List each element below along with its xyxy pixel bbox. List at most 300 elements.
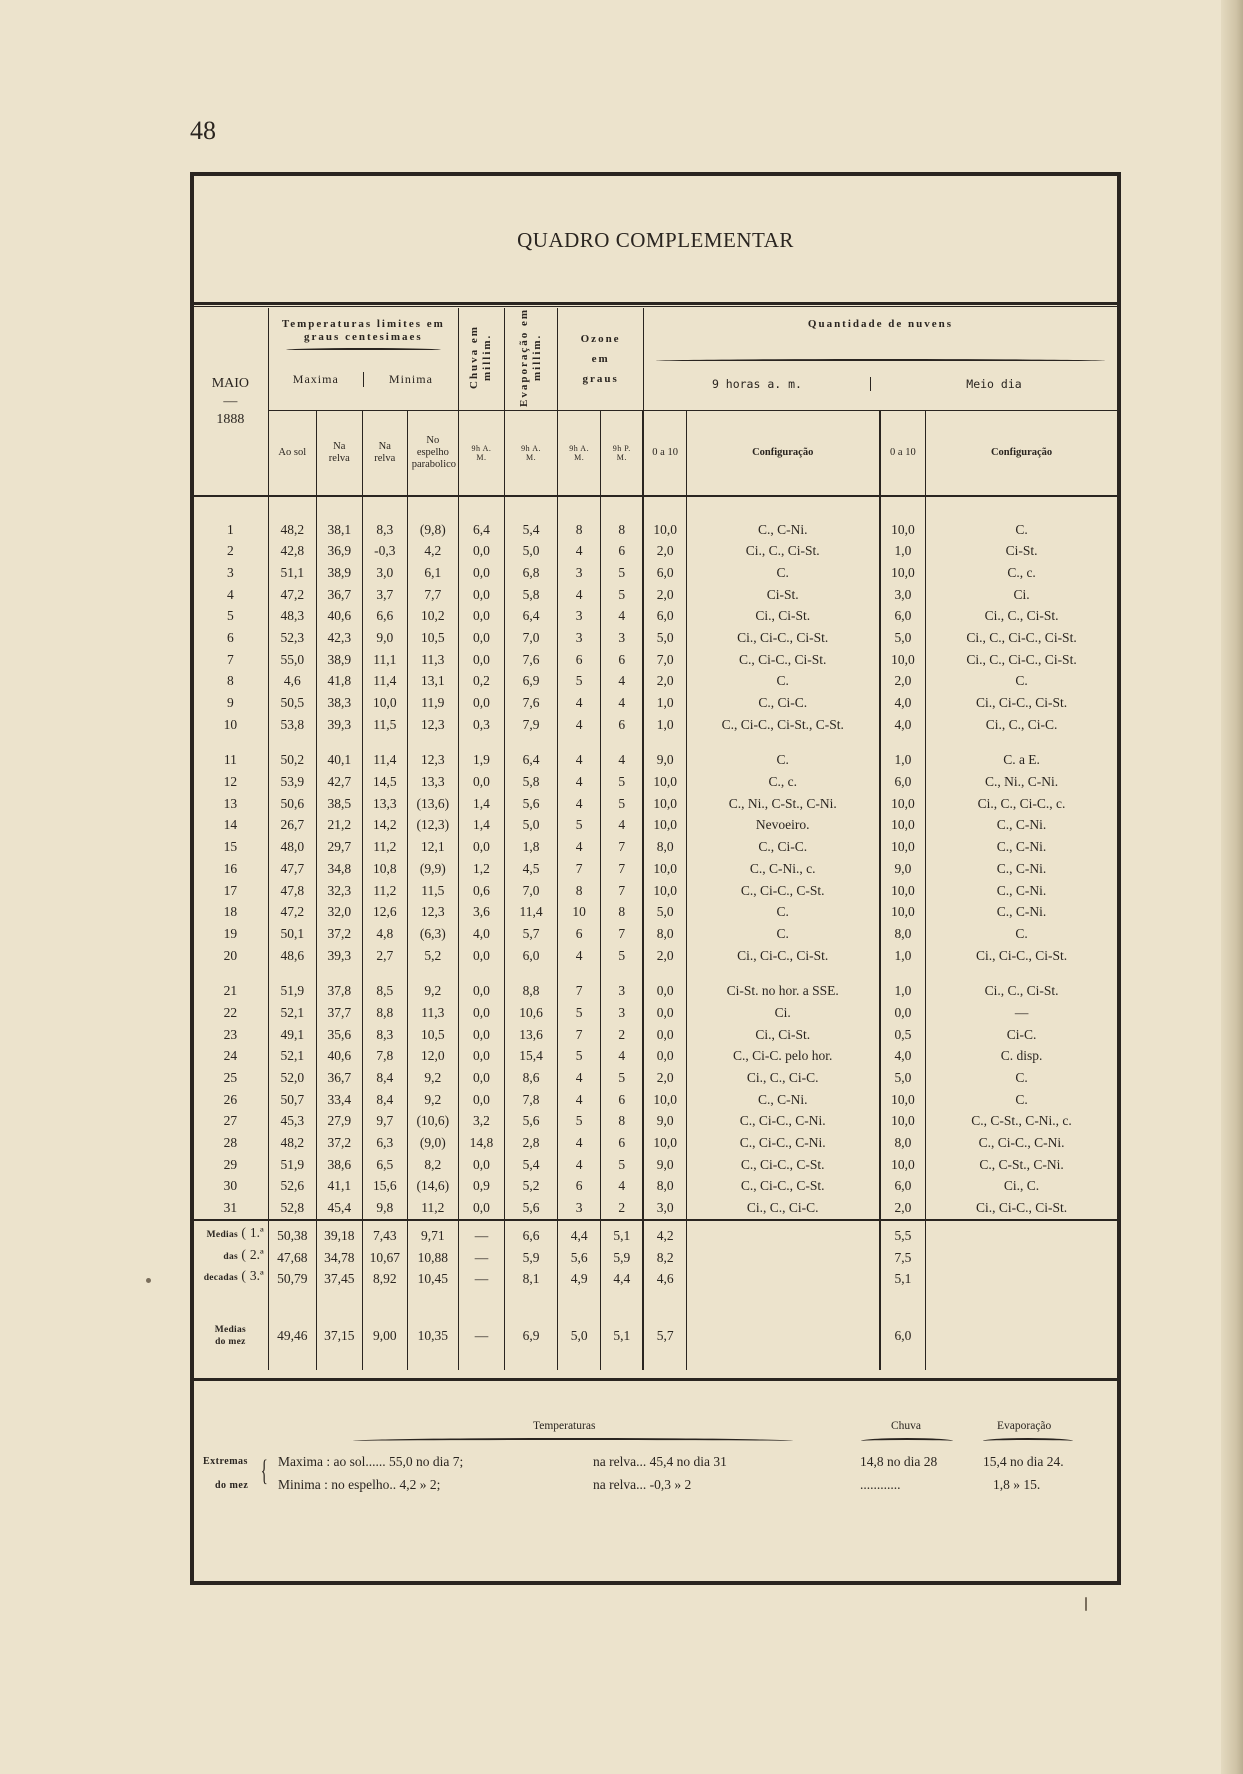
table-cell: 1,8 [504,836,557,858]
table-cell: 10,8 [362,858,407,880]
table-cell: 10,0 [643,793,686,815]
table-cell: 11,2 [407,1197,458,1220]
table-cell: 1,0 [880,540,926,562]
table-cell: 4,2 [407,540,458,562]
table-cell [193,1324,268,1348]
table-cell: 14,5 [362,771,407,793]
table-cell: C. [686,901,879,923]
table-cell: 8,4 [362,1089,407,1111]
table-cell: 6,0 [643,562,686,584]
table-cell: 32,3 [316,880,362,902]
table-cell: 7 [558,980,601,1002]
decade-ordinal: 3.ª [249,1268,264,1284]
table-cell: 5,7 [643,1324,686,1348]
row-spacer [193,1290,1117,1324]
table-cell: 4 [558,1067,601,1089]
table-cell: 5,0 [504,540,557,562]
table-cell: 4,6 [643,1268,686,1290]
table-cell: C., C-Ni. [926,836,1117,858]
table-cell: 52,0 [268,1067,316,1089]
table-cell: 2,7 [362,945,407,967]
table-cell: 0,0 [458,1024,504,1046]
table-cell: 4 [601,671,644,693]
clouds-swash [656,359,1105,363]
month-dash: — [223,393,238,409]
table-cell: 55,0 [268,649,316,671]
table-cell: 8,2 [407,1154,458,1176]
table-cell: Ci., Ci-C., Ci-St. [926,1197,1117,1220]
table-cell: Ci., C., Ci-C., c. [926,793,1117,815]
extremes-min-temp: Minima : no espelho.. 4,2 » 2; [278,1477,441,1492]
table-cell: 4,2 [643,1225,686,1247]
table-cell: 8,92 [362,1268,407,1290]
extremes-temp-header: Temperaturas [533,1420,596,1432]
table-cell: 0,0 [458,771,504,793]
table-cell: 11,4 [362,750,407,772]
table-cell: 11,5 [362,714,407,736]
table-cell: 6 [601,540,644,562]
table-cell: 10,0 [880,519,926,541]
table-row [193,671,1117,693]
table-cell: 10,0 [880,793,926,815]
table-cell: — [458,1247,504,1269]
table-cell: 3,0 [362,562,407,584]
table-cell: 5 [558,1002,601,1024]
table-cell: 4 [558,1132,601,1154]
table-cell: 40,1 [316,750,362,772]
table-cell: 10,0 [880,880,926,902]
table-cell: (9,8) [407,519,458,541]
table-cell: C. [926,671,1117,693]
table-cell: 2 [601,1197,644,1220]
table-cell: 8,6 [504,1067,557,1089]
table-cell: 11,1 [362,649,407,671]
table-cell: 2,0 [643,540,686,562]
table-cell: (9,9) [407,858,458,880]
table-row [193,1176,1117,1198]
table-cell: 5 [558,1111,601,1133]
table-cell: C. [926,923,1117,945]
table-cell: Ci., Ci-C., Ci-St. [686,945,879,967]
table-cell: 8 [558,519,601,541]
table-cell: 4 [558,692,601,714]
extremes-temp-swash [353,1438,793,1444]
table-cell: 10,0 [643,815,686,837]
table-cell: 27,9 [316,1111,362,1133]
table-cell: 4 [558,836,601,858]
table-cell: 5 [227,608,234,624]
table-cell: 0,0 [458,627,504,649]
table-cell: 3 [601,1002,644,1024]
month-mean-label: Medias [214,1325,247,1336]
table-cell: 0,0 [458,649,504,671]
table-cell: 12,0 [407,1046,458,1068]
table-cell: 48,0 [268,836,316,858]
header-ozone-9pm: 9h P. M. [601,411,644,497]
page-title: QUADRO COMPLEMENTAR [517,228,794,252]
table-row [193,815,1117,837]
table-cell: C. [926,1089,1117,1111]
decade-ordinal: 2.ª [249,1246,264,1262]
table-cell: 39,3 [316,945,362,967]
table-cell: Ci., C., Ci-C. [686,1067,879,1089]
table-cell: 6,0 [643,605,686,627]
table-cell: 6 [601,1132,644,1154]
table-cell: 52,1 [268,1046,316,1068]
table-cell: 37,2 [316,923,362,945]
table-cell: 3,0 [880,584,926,606]
table-cell: 24 [223,1048,238,1064]
table-cell: 2,8 [504,1132,557,1154]
table-cell: 47,2 [268,584,316,606]
table-cell: 6 [558,1176,601,1198]
table-cell: 7 [601,836,644,858]
table-cell: Ci., C., Ci-C. [926,714,1117,736]
table-cell: 5 [558,1046,601,1068]
table-cell: 50,5 [268,692,316,714]
table-cell: 7,8 [362,1046,407,1068]
table-cell: 11,9 [407,692,458,714]
table-cell: C., Ci-C., C-St. [686,1154,879,1176]
table-cell: Ci., Ci-St. [686,605,879,627]
table-cell: 50,1 [268,923,316,945]
table-cell: — [458,1324,504,1348]
table-cell: 8,1 [504,1268,557,1290]
table-cell: 6,8 [504,562,557,584]
table-cell: Ci-St. [686,584,879,606]
month-year-header [193,308,268,496]
table-cell: 1,4 [458,793,504,815]
table-cell: 9,2 [407,1089,458,1111]
table-row [193,923,1117,945]
table-cell: C., Ci-C., C-St. [686,880,879,902]
table-cell: 38,9 [316,562,362,584]
table-cell: 50,6 [268,793,316,815]
table-cell: 8 [601,1111,644,1133]
table-cell: 5,0 [880,627,926,649]
table-row [193,540,1117,562]
table-row [193,1002,1117,1024]
table-cell: 6,9 [504,671,557,693]
extremes-max-temp: Maxima : ao sol...... 55,0 no dia 7; [278,1454,464,1469]
extremes-evap-swash [983,1438,1073,1444]
table-row [193,1024,1117,1046]
table-cell: Ci., C., Ci-C. [686,1197,879,1220]
table-cell: 49,46 [268,1324,316,1348]
table-cell: 10,5 [407,627,458,649]
table-cell: C., C-Ni. [686,1089,879,1111]
header-end-rule [193,496,1117,519]
table-cell: 4 [558,584,601,606]
table-cell: 4,6 [268,671,316,693]
table-cell: 4 [601,692,644,714]
table-cell: 4 [601,1176,644,1198]
table-cell: 0,3 [458,714,504,736]
noon-label: Meio dia [870,377,1117,391]
table-cell: 2,0 [880,671,926,693]
extremes-brace: { [260,1454,268,1487]
table-cell: 2,0 [643,945,686,967]
table-cell: decadas ( 3.ª [203,1268,264,1284]
table-cell: C., Ci-C., C-Ni. [686,1111,879,1133]
table-cell: 15 [223,839,238,855]
table-cell: 9,0 [643,1154,686,1176]
table-cell: 13,1 [407,671,458,693]
table-cell: 10,5 [407,1024,458,1046]
table-cell: 6,4 [458,519,504,541]
table-cell: Ci., C. [926,1176,1117,1198]
table-cell: C., C-Ni. [926,858,1117,880]
table-row [193,1154,1117,1176]
table-cell: 4,4 [601,1268,644,1290]
table-cell: 4 [601,605,644,627]
table-cell: 1,9 [458,750,504,772]
table-cell: 18 [223,904,238,920]
table-row [193,584,1117,606]
table-cell: 8 [601,519,644,541]
table-cell: C., Ci-C., C-Ni. [686,1132,879,1154]
table-cell: 10,0 [880,649,926,671]
header-rain-9am: 9h A. M. [458,411,504,497]
decade-mean-row [193,1247,1117,1269]
table-cell: 53,9 [268,771,316,793]
table-cell: Ci-C. [926,1024,1117,1046]
table-cell: 0,0 [643,1024,686,1046]
table-cell: 0,0 [458,584,504,606]
table-cell: Ci. [686,1002,879,1024]
table-cell: 8,3 [362,519,407,541]
table-cell: 4 [558,1089,601,1111]
table-cell: 5 [601,793,644,815]
table-cell: 8,5 [362,980,407,1002]
paper-speck [146,1278,151,1283]
table-cell: 11,5 [407,880,458,902]
table-cell: 3,2 [458,1111,504,1133]
table-cell: 7 [558,858,601,880]
table-cell: 42,8 [268,540,316,562]
table-cell: das ( 2.ª [223,1246,264,1262]
table-cell: 6 [227,629,234,645]
table-cell: 5,1 [880,1268,926,1290]
table-cell: 5,0 [558,1324,601,1348]
table-row [193,1046,1117,1068]
table-cell: 42,3 [316,627,362,649]
row-spacer [193,1348,1117,1370]
table-cell: 0,9 [458,1176,504,1198]
table-cell: 2 [601,1024,644,1046]
table-cell: C. [686,923,879,945]
table-cell: C., c. [686,771,879,793]
table-cell: 5 [601,584,644,606]
table-cell: 11 [223,752,237,768]
table-cell: 29,7 [316,836,362,858]
table-cell: 10,67 [362,1247,407,1269]
table-cell: 0,0 [458,1154,504,1176]
table-cell: 13 [223,795,238,811]
table-cell: 6,1 [407,562,458,584]
table-cell: 8,0 [880,1132,926,1154]
table-cell: 7 [558,1024,601,1046]
table-cell: 3 [558,562,601,584]
row-spacer [193,736,1117,750]
table-cell: 30 [223,1178,238,1194]
table-cell: Ci., Ci-St. [686,1024,879,1046]
table-row [193,945,1117,967]
table-cell: C., C-St., C-Ni., c. [926,1111,1117,1133]
table-cell: 7,7 [407,584,458,606]
table-cell: 4 [558,945,601,967]
paper-mark [1085,1597,1087,1611]
table-cell: 5 [601,1154,644,1176]
extremes-evap-header: Evaporação [997,1420,1052,1432]
table-cell: 9,0 [643,1111,686,1133]
month-mean-row [193,1324,1117,1348]
table-row [193,980,1117,1002]
table-row [193,562,1117,584]
table-body [193,519,1117,1370]
table-row [193,627,1117,649]
table-cell: 0,0 [643,1046,686,1068]
table-cell: 10 [558,901,601,923]
table-row [193,901,1117,923]
table-cell: 8,0 [643,923,686,945]
table-cell: 12,3 [407,901,458,923]
extremes-section [193,1382,1118,1582]
table-cell: 4 [558,714,601,736]
table-cell: 6,4 [504,750,557,772]
table-cell: 12,6 [362,901,407,923]
data-table [193,308,1117,1370]
table-cell: 6,0 [880,1176,926,1198]
table-cell: 1,0 [643,714,686,736]
table-cell: 9,8 [362,1197,407,1220]
table-cell: 39,3 [316,714,362,736]
table-cell: 48,3 [268,605,316,627]
table-cell: 0,0 [458,1067,504,1089]
table-cell: 6,0 [504,945,557,967]
table-cell: (10,6) [407,1111,458,1133]
minima-label: Minima [363,372,458,387]
table-cell: 4,0 [880,692,926,714]
table-cell: 21,2 [316,815,362,837]
table-row [193,793,1117,815]
table-cell: Medias ( 1.ª [206,1225,264,1240]
table-cell: 4 [558,1154,601,1176]
table-cell: 9,0 [643,750,686,772]
table-cell: 38,9 [316,649,362,671]
table-cell: (14,6) [407,1176,458,1198]
decade-mean-row [193,1225,1117,1247]
table-cell: 7,5 [880,1247,926,1269]
table-cell: 17 [223,882,238,898]
ozone-header [558,308,644,411]
extremes-max-rain: 14,8 no dia 28 [860,1454,938,1469]
table-cell: C., C-Ni. [686,519,879,541]
table-cell: 10,0 [643,880,686,902]
table-cell: C., C-Ni. [926,815,1117,837]
table-cell: 1,4 [458,815,504,837]
table-cell: 4 [558,771,601,793]
table-cell: 5 [601,562,644,584]
table-cell [926,1225,1117,1247]
table-cell: — [458,1225,504,1247]
table-cell: (12,3) [407,815,458,837]
table-cell: 9,2 [407,1067,458,1089]
table-cell: 5,1 [601,1324,644,1348]
table-cell: 52,8 [268,1197,316,1220]
table-cell: 4,0 [880,714,926,736]
table-cell: 11,3 [407,1002,458,1024]
table-cell: 6,6 [362,605,407,627]
table-cell: 7,0 [643,649,686,671]
table-row [193,1067,1117,1089]
table-cell: 10,0 [880,815,926,837]
temp-limits-header [268,308,458,411]
table-row [193,519,1117,541]
table-cell: 5,0 [880,1067,926,1089]
max-min-subheaders [269,372,458,387]
table-cell: C., C-Ni. [926,901,1117,923]
header-config-9am: Configuração [686,411,879,497]
table-cell: 47,68 [268,1247,316,1269]
rain-header [458,308,504,411]
table-row [193,1089,1117,1111]
table-cell: 38,1 [316,519,362,541]
table-cell: 8,0 [643,1176,686,1198]
table-cell: — [926,1002,1117,1024]
table-cell: 6,3 [362,1132,407,1154]
evap-header [504,308,557,411]
table-cell: 52,1 [268,1002,316,1024]
table-cell: 10,2 [407,605,458,627]
table-cell: C., Ci-C., Ci-St., C-St. [686,714,879,736]
table-cell: Nevoeiro. [686,815,879,837]
table-cell: 11,2 [362,880,407,902]
table-cell: 8,4 [362,1067,407,1089]
table-cell: 3,0 [643,1197,686,1220]
table-cell: 9,7 [362,1111,407,1133]
table-cell: 7,6 [504,692,557,714]
table-cell: 8 [227,673,234,689]
table-cell: 50,2 [268,750,316,772]
table-cell [926,1268,1117,1290]
table-cell: 1,0 [880,980,926,1002]
table-row [193,1132,1117,1154]
table-cell: 10,0 [643,1089,686,1111]
table-cell: Ci., Ci-C., Ci-St. [926,692,1117,714]
table-cell: Ci. [926,584,1117,606]
table-row [193,858,1117,880]
table-cell: 40,6 [316,1046,362,1068]
table-cell: 2,0 [880,1197,926,1220]
table-cell: C., C-Ni. [926,880,1117,902]
table-cell: 8,2 [643,1247,686,1269]
table-cell: 6 [558,923,601,945]
table-cell: 6,6 [504,1225,557,1247]
table-row [193,750,1117,772]
table-cell: 37,8 [316,980,362,1002]
table-cell: 36,9 [316,540,362,562]
table-cell: 10,0 [643,771,686,793]
table-cell: 5 [558,815,601,837]
table-cell: 7 [601,858,644,880]
table-cell: 0,0 [880,1002,926,1024]
table-cell: 48,2 [268,519,316,541]
table-cell: 8,3 [362,1024,407,1046]
table-cell: 15,6 [362,1176,407,1198]
table-cell: 12,3 [407,714,458,736]
table-cell [686,1324,879,1348]
